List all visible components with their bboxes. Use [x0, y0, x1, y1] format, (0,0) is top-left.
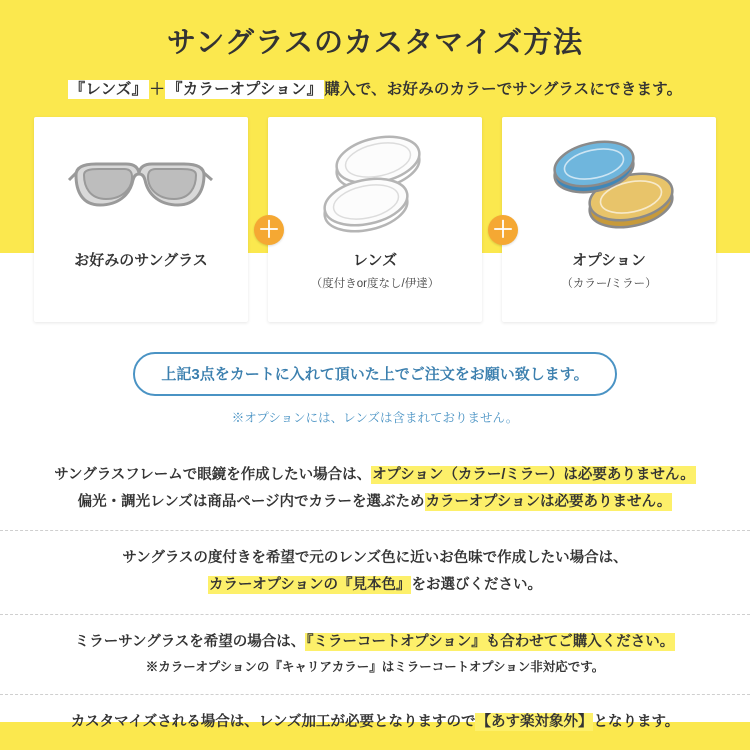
plus-icon-2: ＋	[488, 215, 518, 245]
plus-icon-1: ＋	[254, 215, 284, 245]
notes-blocks	[0, 448, 750, 751]
plain-text: カスタマイズされる場合は、レンズ加工が必要となりますので	[70, 713, 476, 730]
lenses-icon	[268, 123, 482, 251]
note-block	[0, 694, 750, 751]
note-block	[0, 448, 750, 531]
note-line	[0, 462, 750, 489]
card-label: レンズ	[352, 251, 398, 269]
steps-card-row	[34, 117, 716, 322]
sunglasses-icon	[34, 123, 248, 251]
page-title: サングラスのカスタマイズ方法	[166, 27, 584, 59]
highlighted-text: 『ミラーコートオプション』も合わせてご購入ください。	[306, 634, 675, 651]
note-block	[0, 530, 750, 614]
note-line	[0, 656, 750, 679]
note-line	[0, 572, 750, 599]
note-line	[0, 709, 750, 736]
subtitle-part: 『カラーオプション』	[167, 80, 323, 98]
card-sunglasses	[34, 117, 248, 322]
page-subtitle	[0, 77, 750, 99]
note-block	[0, 614, 750, 694]
subtitle-text	[68, 80, 683, 99]
plain-text: サングラスフレームで眼鏡を作成したい場合は、	[54, 466, 372, 483]
card-color-options	[502, 117, 716, 322]
card-sublabel: （カラー/ミラー）	[561, 278, 657, 291]
card-lenses	[268, 117, 482, 322]
option-note: ※オプションには、レンズは含まれておりません。	[231, 410, 519, 425]
plain-text: ※カラーオプションの『キャリアカラー』はミラーコートオプション非対応です。	[145, 659, 605, 674]
plain-text: となります。	[593, 713, 680, 730]
order-instruction-pill: 上記3点をカートに入れて頂いた上でご注文をお願い致します。	[133, 352, 616, 396]
highlighted-text: オプション（カラー/ミラー）は必要ありません。	[372, 466, 695, 483]
plain-text: をお選びください。	[411, 577, 542, 594]
note-line	[0, 489, 750, 516]
subtitle-part: 『レンズ』	[69, 80, 148, 98]
highlighted-text: 【あす楽対象外】	[476, 713, 593, 730]
subtitle-part: 購入で、お好みのカラーでサングラスにできます。	[324, 80, 683, 98]
plain-text: ミラーサングラスを希望の場合は、	[74, 634, 306, 651]
color-options-icon	[502, 123, 716, 251]
order-instruction-wrap	[0, 352, 750, 396]
note-line	[0, 545, 750, 572]
plain-text: サングラスの度付きを希望で元のレンズ色に近いお色味で作成したい場合は、	[122, 550, 628, 567]
subtitle-part: ＋	[149, 80, 166, 98]
highlighted-text: カラーオプションの『見本色』	[209, 577, 411, 594]
highlighted-text: カラーオプションは必要ありません。	[425, 493, 672, 510]
card-sublabel: （度付きor度なし/伊達）	[310, 278, 440, 291]
note-line	[0, 629, 750, 656]
card-label: オプション	[572, 251, 646, 269]
plain-text: 偏光・調光レンズは商品ページ内でカラーを選ぶため	[77, 493, 425, 510]
card-label: お好みのサングラス	[74, 251, 208, 269]
